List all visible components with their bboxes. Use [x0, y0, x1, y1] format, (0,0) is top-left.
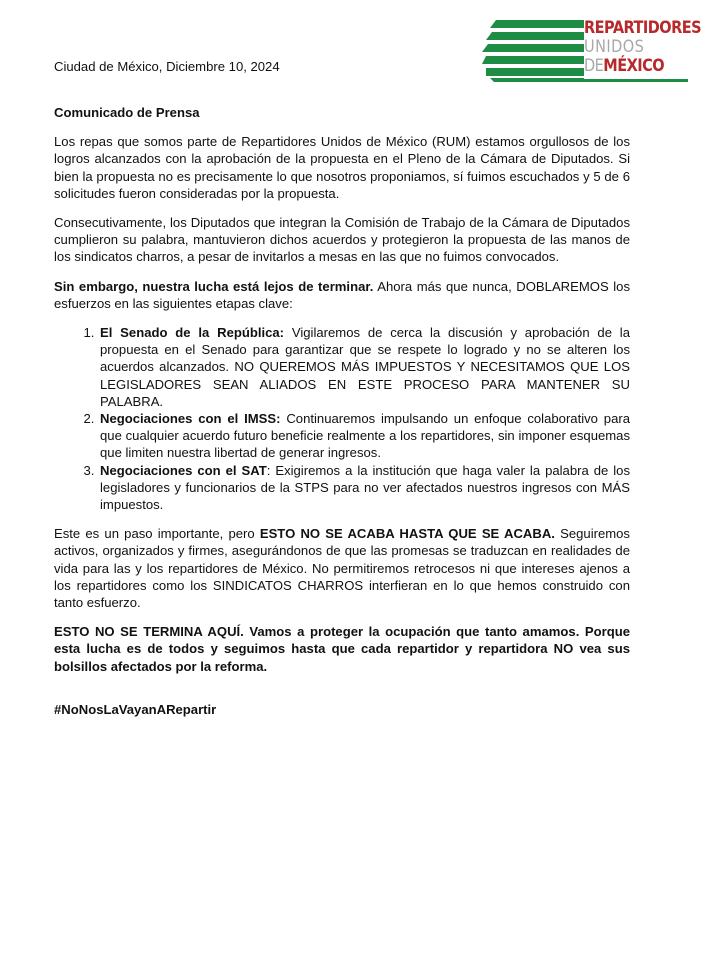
- list-item-imss: [98, 410, 630, 462]
- date-line: Ciudad de México, Diciembre 10, 2024: [54, 59, 280, 74]
- document-title: Comunicado de Prensa: [54, 105, 200, 120]
- final-statement-text: ESTO NO SE TERMINA AQUÍ. Vamos a proteger la ocupación que tanto amamos. Porque esta lucha es de todos y seguimos hasta que cada repartidor y repartidora NO vea sus bolsillos afectados por la reforma.: [54, 624, 630, 674]
- list-item-senado: [98, 324, 630, 410]
- list-item-imss-heading: Negociaciones con el IMSS:: [100, 411, 281, 427]
- hashtag: #NoNosLaVayanARepartir: [54, 701, 217, 717]
- logo-line-de: DE: [584, 56, 604, 75]
- final-statement: [54, 623, 630, 675]
- list-item-senado-heading: El Senado de la República:: [100, 325, 285, 341]
- key-stages-list: [54, 324, 630, 513]
- press-release-body: [54, 104, 630, 730]
- list-item-imss-text: Continuaremos impulsando un enfoque colaborativo para que cualquier acuerdo futuro beneficie realmente a los repartidores, sin imponer esquemas que limiten nuestra libertad de generar ingresos.: [100, 411, 631, 461]
- paragraph-closing-rest: Seguiremos activos, organizados y firmes, asegurándonos de que las promesas se traduzcan en realidades de vida para las y los repartidores de México. No permitiremos retrocesos ni que intereses ajenos a los repartidores como los SINDICATOS CHARROS interfieran en lo que hemos construido con tanto esfuerzo.: [54, 526, 630, 611]
- logo-wordmark: [584, 18, 702, 75]
- list-item-sat-heading: Negociaciones con el SAT: [100, 462, 267, 478]
- paragraph-closing: [54, 525, 630, 611]
- paragraph-struggle-rest: Ahora más que nunca, DOBLAREMOS los esfuerzos en las siguientes etapas clave:: [54, 278, 630, 311]
- list-item-sat-text: : Exigiremos a la institución que haga valer la palabra de los legisladores y funcionarios de la STPS para no ver afectados nuestros ingresos con MÁS impuestos.: [100, 462, 630, 513]
- logo-line-repartidores: REPARTIDORES: [584, 18, 702, 37]
- rum-logo: [480, 16, 702, 86]
- paragraph-intro: Los repas que somos parte de Repartidores Unidos de México (RUM) estamos orgullosos de los logros alcanzados con la aprobación de la propuesta en el Pleno de la Cámara de Diputados. Si bien la propuesta no es precisamente lo que nosotros proponiamos, sí fuimos escuchados y 5 de 6 solicitudes fueron consideradas por la propuesta.: [54, 134, 630, 201]
- logo-underline: [584, 79, 688, 82]
- logo-line-mexico: [584, 56, 679, 75]
- logo-line-unidos: UNIDOS: [584, 37, 645, 56]
- paragraph-closing-bold: ESTO NO SE ACABA HASTA QUE SE ACABA.: [259, 526, 555, 542]
- list-item-sat: [98, 462, 630, 514]
- paragraph-commission: Consecutivamente, los Diputados que integran la Comisión de Trabajo de la Cámara de Diputados cumplieron su palabra, mantuvieron dichos acuerdos y protegieron la propuesta de las manos de los sindicatos charros, a pesar de invitarlos a mesas en las que no fuimos convocados.: [54, 215, 630, 265]
- list-item-senado-text: Vigilaremos de cerca la discusión y aprobación de la propuesta en el Senado para garantizar que se respete lo logrado y no se alteren los acuerdos alcanzados. NO QUEREMOS MÁS IMPUESTOS Y NECESITAMOS QUE LOS LEGISLADORES SEAN ALIADOS EN ESTE PROCESO PARA MANTENER SU PALABRA.: [100, 325, 630, 409]
- logo-stripes-icon: [480, 16, 586, 86]
- paragraph-struggle-bold: Sin embargo, nuestra lucha está lejos de terminar.: [54, 278, 374, 294]
- logo-line-mexico-word: MÉXICO: [603, 56, 665, 75]
- paragraph-struggle: [54, 278, 630, 312]
- paragraph-closing-start: Este es un paso importante, pero: [54, 526, 260, 542]
